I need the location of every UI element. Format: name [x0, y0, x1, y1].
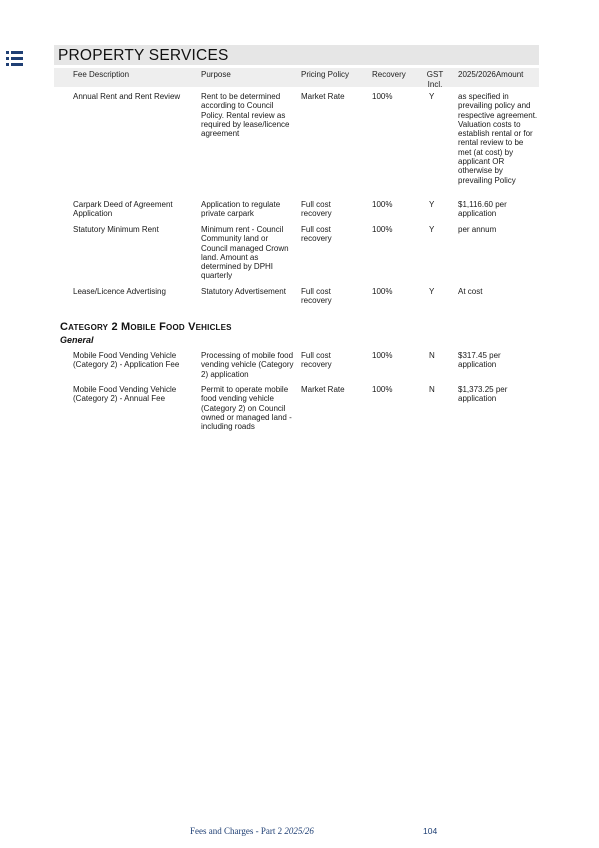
recovery: 100% [372, 351, 393, 360]
footer-title-text: Fees and Charges - Part 2 [190, 826, 283, 836]
fee-description: Mobile Food Vending Vehicle (Category 2) - Application Fee [73, 351, 180, 370]
amount: per annum [458, 225, 497, 234]
fee-description: Statutory Minimum Rent [73, 225, 159, 234]
menu-list-icon[interactable] [6, 51, 23, 66]
gst: Y [429, 200, 435, 209]
fee-description: Annual Rent and Rent Review [73, 92, 181, 101]
pricing-policy: Full cost recovery [301, 225, 332, 244]
purpose: Rent to be determined according to Council Policy. Rental review as required by lease/licence agreement [201, 92, 290, 139]
recovery: 100% [372, 385, 393, 394]
category-heading: Category 2 Mobile Food Vehicles [60, 321, 232, 333]
purpose: Application to regulate private carpark [201, 200, 281, 219]
amount: At cost [458, 287, 483, 296]
header-amount: 2025/2026Amount [458, 70, 524, 79]
pricing-policy: Full cost recovery [301, 287, 332, 306]
amount: $1,116.60 per application [458, 200, 507, 219]
purpose: Permit to operate mobile food vending vehicle (Category 2) on Council owned or managed land - including roads [201, 385, 292, 432]
footer-year: 2025/26 [284, 826, 314, 836]
fee-description: Mobile Food Vending Vehicle (Category 2) - Annual Fee [73, 385, 177, 404]
amount: as specified in prevailing policy and respective agreement. Valuation costs to establish rental or for rental review to be met (at cost) by applicant OR otherwise by prevailing Policy [458, 92, 538, 185]
gst: N [429, 351, 435, 360]
pricing-policy: Market Rate [301, 385, 345, 394]
section-title: PROPERTY SERVICES [54, 45, 539, 65]
header-fee-description: Fee Description [73, 70, 130, 79]
amount: $317.45 per application [458, 351, 501, 370]
header-pricing-policy: Pricing Policy [301, 70, 350, 79]
page-number: 104 [423, 826, 438, 836]
fee-description: Lease/Licence Advertising [73, 287, 166, 296]
header-recovery: Recovery [372, 70, 406, 79]
gst: Y [429, 225, 435, 234]
purpose: Processing of mobile food vending vehicle (Category 2) application [201, 351, 294, 379]
recovery: 100% [372, 225, 393, 234]
recovery: 100% [372, 287, 393, 296]
table-header [54, 68, 539, 87]
gst: Y [429, 92, 435, 101]
pricing-policy: Full cost recovery [301, 351, 332, 370]
recovery: 100% [372, 200, 393, 209]
pricing-policy: Market Rate [301, 92, 345, 101]
gst: Y [429, 287, 435, 296]
purpose: Minimum rent - Council Community land or Council managed Crown land. Amount as determined by DPHI quarterly [201, 225, 289, 281]
fee-description: Carpark Deed of Agreement Application [73, 200, 173, 219]
footer-title [190, 826, 314, 836]
gst: N [429, 385, 435, 394]
purpose: Statutory Advertisement [201, 287, 286, 296]
pricing-policy: Full cost recovery [301, 200, 332, 219]
header-gst-incl: GST Incl. [426, 70, 444, 89]
header-purpose: Purpose [201, 70, 231, 79]
sub-heading: General [60, 335, 94, 345]
recovery: 100% [372, 92, 393, 101]
amount: $1,373.25 per application [458, 385, 508, 404]
